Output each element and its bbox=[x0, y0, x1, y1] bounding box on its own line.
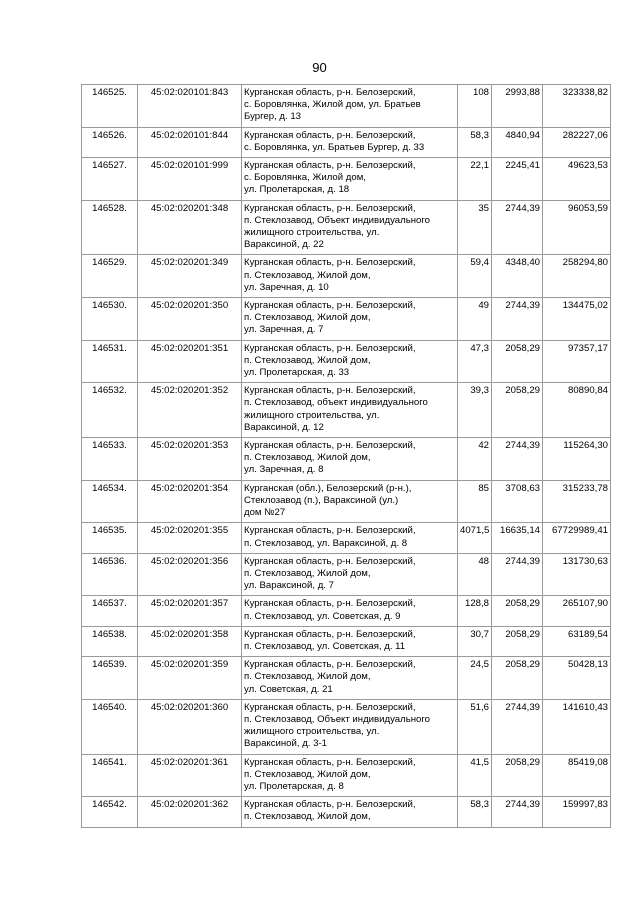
unit-cost-cell: 2058,29 bbox=[492, 596, 543, 626]
address-cell: Курганская область, р-н. Белозерский, п. Стеклозавод, Жилой дом, ул. Заречная, д. 8 bbox=[242, 438, 458, 481]
cadastral-number-cell: 45:02:020201:354 bbox=[138, 480, 242, 523]
area-cell: 35 bbox=[458, 200, 492, 255]
cadastral-number-cell: 45:02:020201:348 bbox=[138, 200, 242, 255]
row-number-cell: 146525. bbox=[82, 85, 138, 128]
row-number-cell: 146532. bbox=[82, 383, 138, 438]
row-number-cell: 146539. bbox=[82, 657, 138, 700]
table-row bbox=[82, 298, 611, 341]
registry-table bbox=[81, 84, 611, 828]
address-cell: Курганская область, р-н. Белозерский, п. Стеклозавод, ул. Вараксиной, д. 8 bbox=[242, 523, 458, 553]
row-number-cell: 146535. bbox=[82, 523, 138, 553]
unit-cost-cell: 2744,39 bbox=[492, 699, 543, 754]
address-cell: Курганская область, р-н. Белозерский, п. Стеклозавод, Жилой дом, ул. Заречная, д. 10 bbox=[242, 255, 458, 298]
address-cell: Курганская область, р-н. Белозерский, с. Боровлянка, ул. Братьев Бургер, д. 33 bbox=[242, 127, 458, 157]
cadastral-value-cell: 115264,30 bbox=[543, 438, 611, 481]
row-number-cell: 146531. bbox=[82, 340, 138, 383]
cadastral-number-cell: 45:02:020201:353 bbox=[138, 438, 242, 481]
table-row bbox=[82, 200, 611, 255]
row-number-cell: 146533. bbox=[82, 438, 138, 481]
address-cell: Курганская область, р-н. Белозерский, п. Стеклозавод, объект индивидуального жилищного строительства, ул. Вараксиной, д. 12 bbox=[242, 383, 458, 438]
cadastral-value-cell: 265107,90 bbox=[543, 596, 611, 626]
unit-cost-cell: 2058,29 bbox=[492, 383, 543, 438]
area-cell: 128,8 bbox=[458, 596, 492, 626]
address-cell: Курганская область, р-н. Белозерский, п. Стеклозавод, ул. Советская, д. 9 bbox=[242, 596, 458, 626]
table-row bbox=[82, 553, 611, 596]
row-number-cell: 146526. bbox=[82, 127, 138, 157]
cadastral-value-cell: 49623,53 bbox=[543, 158, 611, 201]
cadastral-number-cell: 45:02:020201:361 bbox=[138, 754, 242, 797]
area-cell: 59,4 bbox=[458, 255, 492, 298]
cadastral-number-cell: 45:02:020201:351 bbox=[138, 340, 242, 383]
row-number-cell: 146534. bbox=[82, 480, 138, 523]
row-number-cell: 146527. bbox=[82, 158, 138, 201]
table-row bbox=[82, 438, 611, 481]
table-row bbox=[82, 255, 611, 298]
cadastral-value-cell: 282227,06 bbox=[543, 127, 611, 157]
table-row bbox=[82, 626, 611, 656]
cadastral-value-cell: 131730,63 bbox=[543, 553, 611, 596]
unit-cost-cell: 4348,40 bbox=[492, 255, 543, 298]
area-cell: 49 bbox=[458, 298, 492, 341]
cadastral-value-cell: 134475,02 bbox=[543, 298, 611, 341]
cadastral-value-cell: 323338,82 bbox=[543, 85, 611, 128]
table-row bbox=[82, 754, 611, 797]
address-cell: Курганская область, р-н. Белозерский, п. Стеклозавод, Жилой дом, bbox=[242, 797, 458, 827]
unit-cost-cell: 2744,39 bbox=[492, 797, 543, 827]
area-cell: 24,5 bbox=[458, 657, 492, 700]
row-number-cell: 146540. bbox=[82, 699, 138, 754]
address-cell: Курганская область, р-н. Белозерский, с. Боровлянка, Жилой дом, ул. Пролетарская, д. 18 bbox=[242, 158, 458, 201]
area-cell: 48 bbox=[458, 553, 492, 596]
cadastral-number-cell: 45:02:020201:357 bbox=[138, 596, 242, 626]
cadastral-number-cell: 45:02:020101:999 bbox=[138, 158, 242, 201]
area-cell: 39,3 bbox=[458, 383, 492, 438]
cadastral-value-cell: 96053,59 bbox=[543, 200, 611, 255]
cadastral-value-cell: 63189,54 bbox=[543, 626, 611, 656]
unit-cost-cell: 2744,39 bbox=[492, 553, 543, 596]
cadastral-number-cell: 45:02:020101:843 bbox=[138, 85, 242, 128]
address-cell: Курганская область, р-н. Белозерский, п. Стеклозавод, Объект индивидуального жилищного строительства, ул. Вараксиной, д. 22 bbox=[242, 200, 458, 255]
area-cell: 58,3 bbox=[458, 127, 492, 157]
unit-cost-cell: 2245,41 bbox=[492, 158, 543, 201]
table-row bbox=[82, 85, 611, 128]
cadastral-value-cell: 258294,80 bbox=[543, 255, 611, 298]
cadastral-value-cell: 85419,08 bbox=[543, 754, 611, 797]
table-row bbox=[82, 657, 611, 700]
area-cell: 108 bbox=[458, 85, 492, 128]
cadastral-value-cell: 80890,84 bbox=[543, 383, 611, 438]
row-number-cell: 146541. bbox=[82, 754, 138, 797]
address-cell: Курганская (обл.), Белозерский (р-н.), Стеклозавод (п.), Вараксиной (ул.) дом №27 bbox=[242, 480, 458, 523]
unit-cost-cell: 2993,88 bbox=[492, 85, 543, 128]
registry-table-body bbox=[82, 85, 611, 828]
table-row bbox=[82, 383, 611, 438]
row-number-cell: 146529. bbox=[82, 255, 138, 298]
cadastral-value-cell: 50428,13 bbox=[543, 657, 611, 700]
table-row bbox=[82, 158, 611, 201]
address-cell: Курганская область, р-н. Белозерский, п. Стеклозавод, Объект индивидуального жилищного строительства, ул. Вараксиной, д. 3-1 bbox=[242, 699, 458, 754]
cadastral-value-cell: 141610,43 bbox=[543, 699, 611, 754]
area-cell: 85 bbox=[458, 480, 492, 523]
row-number-cell: 146538. bbox=[82, 626, 138, 656]
unit-cost-cell: 2058,29 bbox=[492, 340, 543, 383]
address-cell: Курганская область, р-н. Белозерский, п. Стеклозавод, Жилой дом, ул. Пролетарская, д. 8 bbox=[242, 754, 458, 797]
cadastral-number-cell: 45:02:020201:362 bbox=[138, 797, 242, 827]
cadastral-number-cell: 45:02:020201:352 bbox=[138, 383, 242, 438]
row-number-cell: 146530. bbox=[82, 298, 138, 341]
cadastral-number-cell: 45:02:020201:359 bbox=[138, 657, 242, 700]
cadastral-number-cell: 45:02:020201:356 bbox=[138, 553, 242, 596]
address-cell: Курганская область, р-н. Белозерский, п. Стеклозавод, Жилой дом, ул. Советская, д. 21 bbox=[242, 657, 458, 700]
area-cell: 22,1 bbox=[458, 158, 492, 201]
table-row bbox=[82, 596, 611, 626]
cadastral-number-cell: 45:02:020201:360 bbox=[138, 699, 242, 754]
row-number-cell: 146536. bbox=[82, 553, 138, 596]
table-row bbox=[82, 340, 611, 383]
cadastral-value-cell: 67729989,41 bbox=[543, 523, 611, 553]
address-cell: Курганская область, р-н. Белозерский, п. Стеклозавод, Жилой дом, ул. Вараксиной, д. 7 bbox=[242, 553, 458, 596]
unit-cost-cell: 3708,63 bbox=[492, 480, 543, 523]
row-number-cell: 146528. bbox=[82, 200, 138, 255]
table-row bbox=[82, 699, 611, 754]
cadastral-number-cell: 45:02:020201:358 bbox=[138, 626, 242, 656]
address-cell: Курганская область, р-н. Белозерский, п. Стеклозавод, Жилой дом, ул. Пролетарская, д. 33 bbox=[242, 340, 458, 383]
table-row bbox=[82, 797, 611, 827]
page-number: 90 bbox=[312, 60, 327, 75]
unit-cost-cell: 2744,39 bbox=[492, 298, 543, 341]
unit-cost-cell: 2058,29 bbox=[492, 754, 543, 797]
unit-cost-cell: 2058,29 bbox=[492, 657, 543, 700]
row-number-cell: 146537. bbox=[82, 596, 138, 626]
cadastral-value-cell: 159997,83 bbox=[543, 797, 611, 827]
cadastral-number-cell: 45:02:020201:349 bbox=[138, 255, 242, 298]
unit-cost-cell: 16635,14 bbox=[492, 523, 543, 553]
table-row bbox=[82, 480, 611, 523]
area-cell: 30,7 bbox=[458, 626, 492, 656]
cadastral-value-cell: 97357,17 bbox=[543, 340, 611, 383]
unit-cost-cell: 2058,29 bbox=[492, 626, 543, 656]
area-cell: 41,5 bbox=[458, 754, 492, 797]
table-row bbox=[82, 127, 611, 157]
cadastral-value-cell: 315233,78 bbox=[543, 480, 611, 523]
unit-cost-cell: 4840,94 bbox=[492, 127, 543, 157]
area-cell: 47,3 bbox=[458, 340, 492, 383]
address-cell: Курганская область, р-н. Белозерский, п. Стеклозавод, ул. Советская, д. 11 bbox=[242, 626, 458, 656]
area-cell: 58,3 bbox=[458, 797, 492, 827]
cadastral-number-cell: 45:02:020201:350 bbox=[138, 298, 242, 341]
unit-cost-cell: 2744,39 bbox=[492, 200, 543, 255]
unit-cost-cell: 2744,39 bbox=[492, 438, 543, 481]
row-number-cell: 146542. bbox=[82, 797, 138, 827]
address-cell: Курганская область, р-н. Белозерский, с. Боровлянка, Жилой дом, ул. Братьев Бургер, д. 13 bbox=[242, 85, 458, 128]
cadastral-number-cell: 45:02:020101:844 bbox=[138, 127, 242, 157]
table-row bbox=[82, 523, 611, 553]
cadastral-number-cell: 45:02:020201:355 bbox=[138, 523, 242, 553]
area-cell: 51,6 bbox=[458, 699, 492, 754]
area-cell: 4071,5 bbox=[458, 523, 492, 553]
area-cell: 42 bbox=[458, 438, 492, 481]
address-cell: Курганская область, р-н. Белозерский, п. Стеклозавод, Жилой дом, ул. Заречная, д. 7 bbox=[242, 298, 458, 341]
